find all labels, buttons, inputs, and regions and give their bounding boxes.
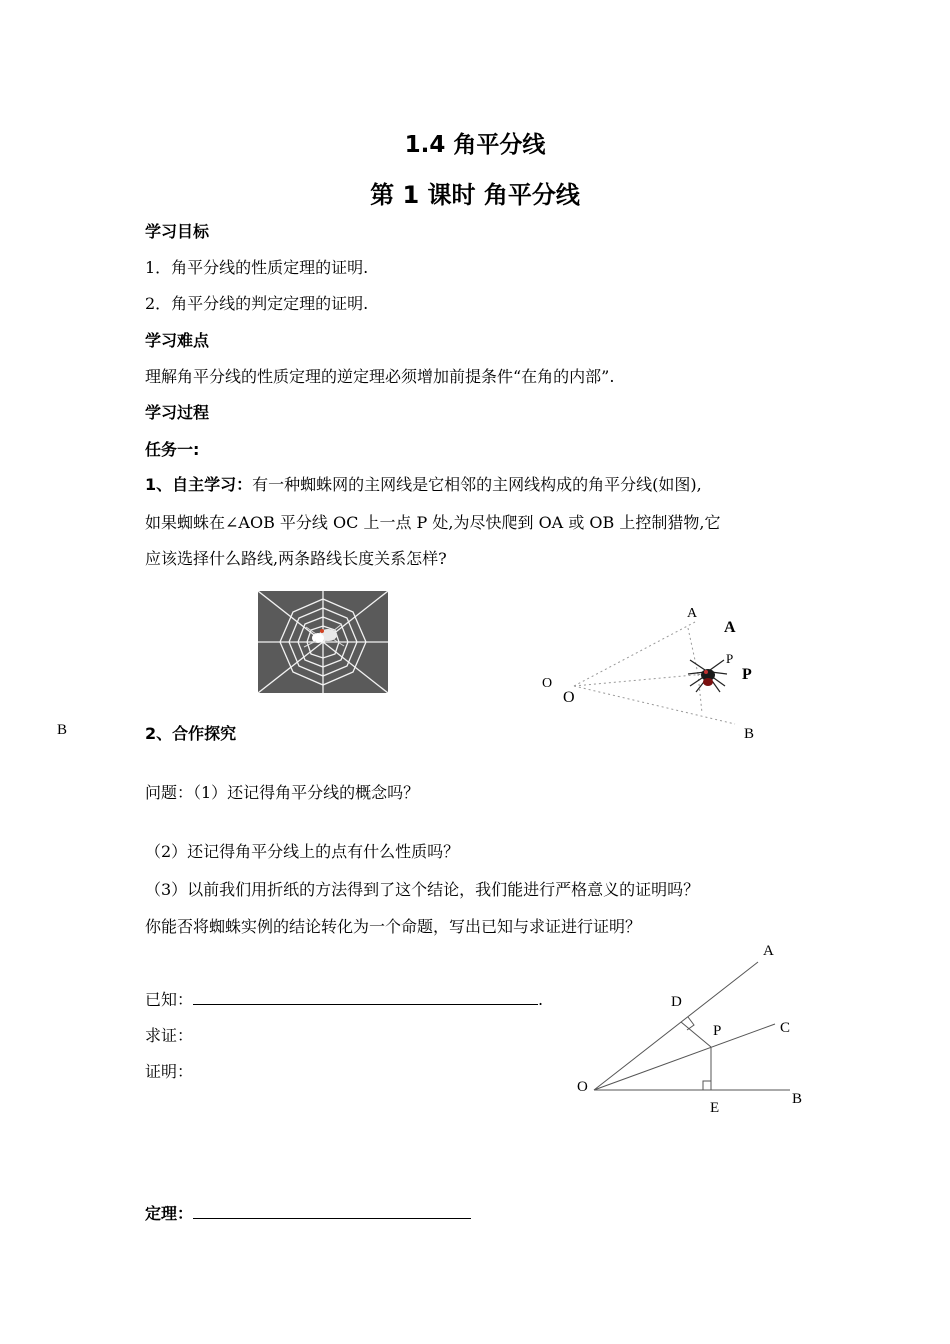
geo-label-c: C: [780, 1020, 791, 1036]
right-angle-e: [703, 1081, 711, 1090]
goal-item-1: 1．角平分线的性质定理的证明.: [145, 258, 369, 277]
given-blank[interactable]: [193, 988, 538, 1005]
label-p-small: P: [726, 651, 734, 666]
bisector-oc: [574, 674, 705, 686]
label-b: B: [744, 726, 755, 742]
self-study-line-1: [145, 472, 702, 495]
label-o-small: O: [542, 676, 553, 691]
label-o-big: O: [563, 689, 575, 706]
geo-label-a: A: [763, 943, 774, 959]
perpendicular-to-oa: [688, 628, 698, 674]
question-1: 问题：（1）还记得角平分线的概念吗？: [145, 783, 420, 802]
theorem-blank[interactable]: [193, 1202, 471, 1219]
question-3: （3）以前我们用折纸的方法得到了这个结论，我们能进行严格意义的证明吗？: [145, 880, 700, 899]
geo-label-o: O: [577, 1079, 588, 1095]
prove-label: 求证：: [145, 1026, 194, 1045]
geo-label-d: D: [671, 994, 682, 1010]
label-p-big: P: [742, 666, 752, 683]
proof-label: 证明：: [145, 1062, 194, 1081]
ray-oa: [574, 622, 695, 686]
difficulty-heading: 学习难点: [145, 331, 210, 350]
ray-ob: [574, 686, 735, 724]
geo-label-b: B: [792, 1091, 803, 1107]
given-row: [145, 987, 543, 1010]
spider-icon: [688, 660, 727, 692]
ray-oa: [594, 962, 758, 1090]
self-study-label: 1、自主学习：: [145, 475, 253, 494]
question-4: 你能否将蜘蛛实例的结论转化为一个命题，写出已知与求证进行证明？: [145, 917, 642, 936]
given-end: .: [538, 990, 544, 1009]
angle-bisector-figure: [570, 940, 820, 1120]
segment-pd: [681, 1022, 711, 1047]
ray-oc: [594, 1024, 775, 1090]
goals-heading: 学习目标: [145, 222, 210, 241]
cooperate-heading: 2、合作探究: [145, 724, 237, 743]
geo-label-p: P: [713, 1023, 722, 1039]
spider-angle-figure: [530, 598, 790, 748]
self-study-text-1: 有一种蜘蛛网的主网线是它相邻的主网线构成的角平分线(如图),: [252, 475, 702, 494]
task1-heading: 任务一:: [145, 440, 200, 459]
process-heading: 学习过程: [145, 403, 210, 422]
theorem-label: 定理：: [145, 1204, 194, 1223]
page-title: 1.4 角平分线: [404, 132, 546, 158]
goal-item-2: 2．角平分线的判定定理的证明.: [145, 294, 369, 313]
self-study-line-3: 应该选择什么路线,两条路线长度关系怎样?: [145, 549, 447, 568]
label-a-big: A: [724, 619, 736, 636]
margin-label-b: B: [57, 722, 68, 738]
label-a-small: A: [687, 606, 698, 621]
question-2: （2）还记得角平分线上的点有什么性质吗？: [145, 842, 460, 861]
self-study-line-2: 如果蜘蛛在∠AOB 平分线 OC 上一点 P 处,为尽快爬到 OA 或 OB 上控制猎物,它: [145, 513, 721, 532]
spider-web-image: [258, 591, 388, 693]
theorem-row: [145, 1201, 471, 1224]
given-label: 已知：: [145, 990, 194, 1009]
page-subtitle: 第 1 课时 角平分线: [370, 181, 580, 209]
geo-label-e: E: [710, 1100, 720, 1116]
difficulty-text: 理解角平分线的性质定理的逆定理必须增加前提条件“在角的内部”.: [145, 367, 615, 386]
